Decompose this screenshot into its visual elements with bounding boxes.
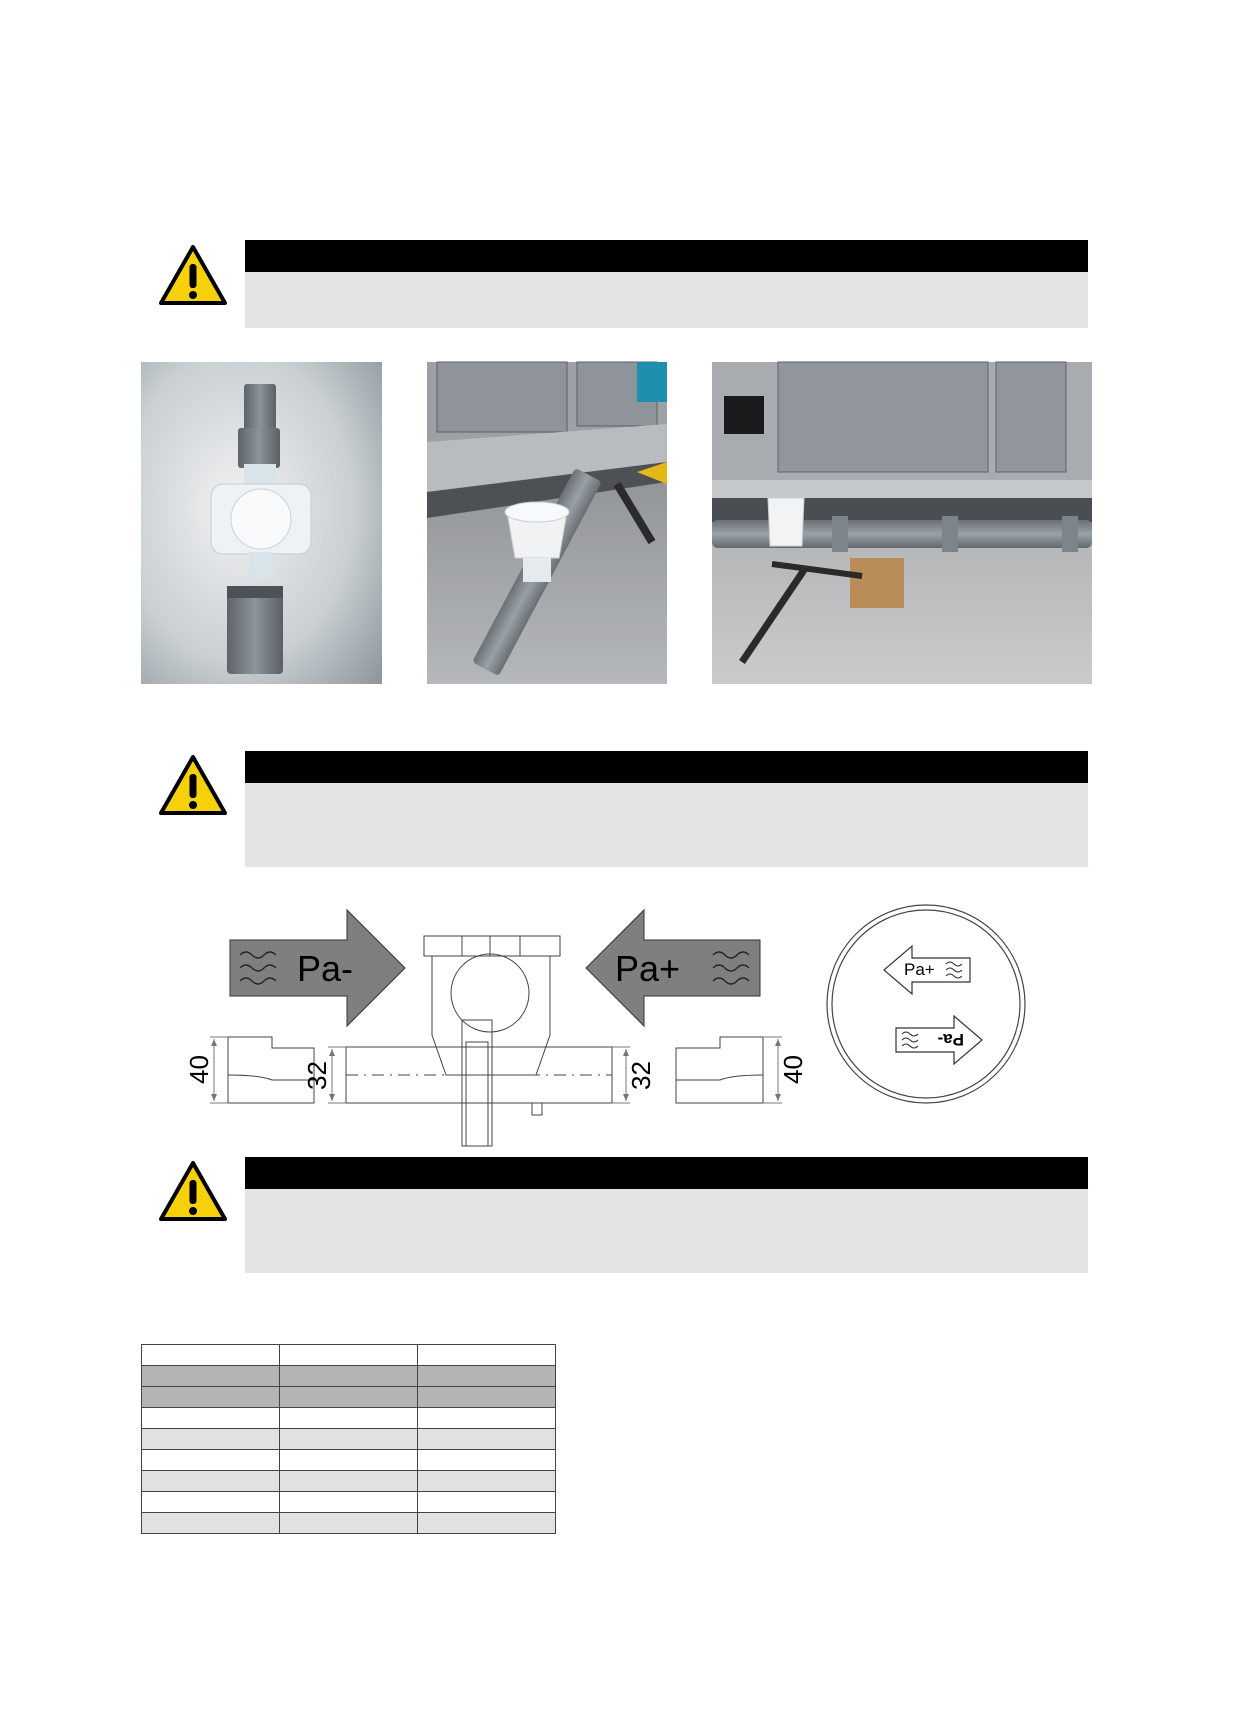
warning-body bbox=[245, 783, 1088, 867]
table-row bbox=[142, 1429, 556, 1450]
table-cell bbox=[142, 1429, 280, 1450]
table-cell bbox=[280, 1345, 418, 1366]
spec-table bbox=[141, 1344, 556, 1534]
table-row bbox=[142, 1450, 556, 1471]
warning-icon bbox=[158, 754, 228, 816]
table-cell bbox=[142, 1450, 280, 1471]
warning-body bbox=[245, 272, 1088, 328]
warning-box-1 bbox=[245, 240, 1088, 328]
warning-icon bbox=[158, 244, 228, 306]
table-cell bbox=[280, 1471, 418, 1492]
pressure-positive-arrow bbox=[586, 910, 760, 1026]
table-row bbox=[142, 1408, 556, 1429]
dimension-32-right: 32 bbox=[626, 1061, 656, 1090]
table-cell bbox=[418, 1429, 556, 1450]
table-cell bbox=[142, 1366, 280, 1387]
inset-pa-minus-label: Pa- bbox=[937, 1030, 964, 1049]
warning-box-3 bbox=[245, 1157, 1088, 1273]
table-cell bbox=[280, 1429, 418, 1450]
table-cell bbox=[280, 1492, 418, 1513]
table-cell bbox=[418, 1471, 556, 1492]
warning-body bbox=[245, 1189, 1088, 1273]
table-cell bbox=[142, 1492, 280, 1513]
dimension-32-left: 32 bbox=[302, 1061, 332, 1090]
table-cell bbox=[142, 1513, 280, 1534]
table-cell bbox=[280, 1408, 418, 1429]
table-cell bbox=[142, 1345, 280, 1366]
table-cell bbox=[418, 1366, 556, 1387]
photo-fitting-mounted-angle bbox=[427, 362, 667, 684]
dimension-40-left: 40 bbox=[184, 1055, 214, 1084]
table-cell bbox=[142, 1387, 280, 1408]
warning-header bbox=[245, 240, 1088, 272]
table-cell bbox=[418, 1345, 556, 1366]
table-cell bbox=[280, 1450, 418, 1471]
table-cell bbox=[418, 1450, 556, 1471]
warning-box-2 bbox=[245, 751, 1088, 867]
warning-header bbox=[245, 1157, 1088, 1189]
table-row bbox=[142, 1471, 556, 1492]
table-cell bbox=[280, 1366, 418, 1387]
flow-direction-inset bbox=[827, 905, 1025, 1103]
table-row bbox=[142, 1387, 556, 1408]
table-cell bbox=[418, 1513, 556, 1534]
table-cell bbox=[418, 1387, 556, 1408]
table-row bbox=[142, 1366, 556, 1387]
inset-pa-plus-label: Pa+ bbox=[904, 960, 935, 979]
pressure-negative-label: Pa- bbox=[297, 948, 354, 989]
table-row bbox=[142, 1345, 556, 1366]
warning-header bbox=[245, 751, 1088, 783]
photo-fitting-parts bbox=[141, 362, 382, 684]
photo-fitting-mounted-side bbox=[712, 362, 1092, 684]
fitting-diagram bbox=[184, 900, 1050, 1150]
dimension-40-right: 40 bbox=[778, 1055, 808, 1084]
pressure-positive-label: Pa+ bbox=[615, 948, 681, 989]
pressure-negative-arrow bbox=[230, 910, 405, 1026]
table-cell bbox=[280, 1387, 418, 1408]
table-row bbox=[142, 1492, 556, 1513]
warning-icon bbox=[158, 1160, 228, 1222]
table-row bbox=[142, 1513, 556, 1534]
table-cell bbox=[418, 1492, 556, 1513]
table-cell bbox=[142, 1408, 280, 1429]
table-cell bbox=[280, 1513, 418, 1534]
table-cell bbox=[142, 1471, 280, 1492]
reducer-right bbox=[676, 1037, 763, 1103]
table-cell bbox=[418, 1408, 556, 1429]
